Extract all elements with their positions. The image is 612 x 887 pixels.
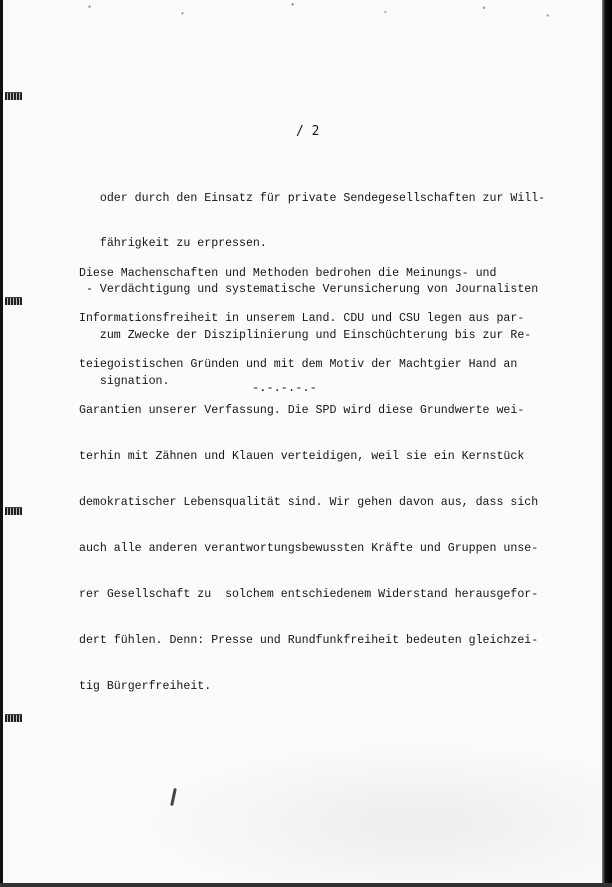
scan-border-right — [602, 0, 612, 887]
scan-speckle — [20, 0, 600, 22]
binding-mark — [5, 507, 22, 515]
text-line: signation. — [79, 375, 170, 389]
text-line: oder durch den Einsatz für private Sendegesellschaften zur Will- — [79, 191, 546, 205]
text-line: Informationsfreiheit in unserem Land. CDU und CSU legen aus par- — [79, 312, 525, 326]
text-line: - Verdächtigung und systematische Verunsicherung von Journalisten — [79, 283, 539, 297]
text-line: terhin mit Zähnen und Klauen verteidigen, weil sie ein Kernstück — [79, 450, 525, 464]
text-line: zum Zwecke der Disziplinierung und Einschüchterung bis zur Re- — [79, 329, 532, 343]
text-line: teiegoistischen Gründen und mit dem Motiv der Machtgier Hand an — [79, 358, 518, 372]
text-line: fährigkeit zu erpressen. — [79, 237, 267, 251]
page-number: / 2 — [296, 124, 320, 139]
binding-mark — [5, 714, 22, 722]
body-paragraph — [79, 235, 538, 725]
binding-mark — [5, 297, 22, 305]
end-separator: -.-.-.-.- — [252, 381, 317, 395]
text-line: dert fühlen. Denn: Presse und Rundfunkfreiheit bedeuten gleichzei- — [79, 633, 539, 647]
text-line: Garantien unserer Verfassung. Die SPD wird diese Grundwerte wei- — [79, 404, 525, 418]
text-line: Diese Machenschaften und Methoden bedrohen die Meinungs- und — [79, 266, 497, 280]
scan-border-bottom — [0, 883, 612, 887]
text-line: auch alle anderen verantwortungsbewussten Kräfte und Gruppen unse- — [79, 541, 539, 555]
binding-mark — [5, 92, 22, 100]
text-line: demokratischer Lebensqualität sind. Wir gehen davon aus, dass sich — [79, 496, 539, 510]
scan-smudge — [140, 740, 600, 880]
text-line: rer Gesellschaft zu solchem entschiedenem Widerstand herausgefor- — [79, 587, 539, 601]
text-line: tig Bürgerfreiheit. — [79, 679, 212, 693]
scan-border-left — [0, 0, 3, 887]
